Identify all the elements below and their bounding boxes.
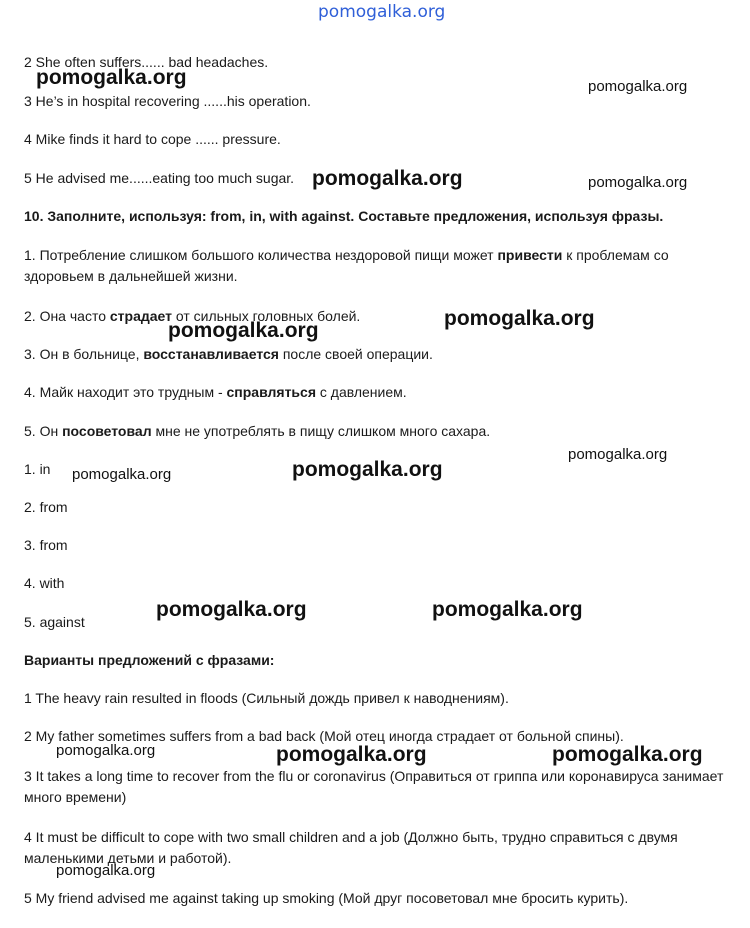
watermark: pomogalka.org — [432, 598, 583, 621]
watermark: pomogalka.org — [552, 743, 703, 766]
answer-item: 5. against — [24, 614, 85, 630]
translation-item: 5. Он посоветовал мне не употреблять в пищу слишком много сахара. — [24, 423, 491, 439]
exercise10-heading: 10. Заполните, используя: from, in, with against. Составьте предложения, используя фразы. — [24, 208, 664, 224]
watermark: pomogalka.org — [312, 167, 463, 190]
translation-item: 4. Майк находит это трудным - справляться с давлением. — [24, 384, 407, 400]
variants-heading: Варианты предложений с фразами: — [24, 652, 275, 668]
variant-item: 4 It must be difficult to cope with two small children and a job (Должно быть, трудно справиться с двумя маленькими детьми и работой). — [24, 829, 678, 866]
exercise9-item: 4 Mike finds it hard to cope ...... pressure. — [24, 131, 281, 147]
variant-item: 3 It takes a long time to recover from the flu or coronavirus (Оправиться от гриппа или коронавируса занимает много времени) — [24, 768, 724, 805]
watermark: pomogalka.org — [292, 458, 443, 481]
watermark: pomogalka.org — [168, 319, 319, 342]
watermark: pomogalka.org — [156, 598, 307, 621]
translation-item: 3. Он в больнице, восстанавливается после своей операции. — [24, 346, 433, 362]
translation-item: 2. Она часто страдает от сильных головных болей. — [24, 308, 361, 324]
answer-item: 4. with — [24, 575, 65, 591]
watermark: pomogalka.org — [72, 466, 172, 483]
answer-item: 1. in — [24, 461, 51, 477]
watermark: pomogalka.org — [444, 307, 595, 330]
watermark: pomogalka.org — [56, 742, 156, 759]
exercise9-item: 3 He’s in hospital recovering ......his operation. — [24, 93, 311, 109]
watermark: pomogalka.org — [276, 743, 427, 766]
variant-item: 5 My friend advised me against taking up smoking (Мой друг посоветовал мне бросить курить). — [24, 890, 629, 906]
watermark: pomogalka.org — [56, 862, 156, 879]
header-watermark: pomogalka.org — [318, 2, 446, 22]
watermark: pomogalka.org — [588, 174, 688, 191]
answer-item: 2. from — [24, 499, 68, 515]
variant-item: 1 The heavy rain resulted in floods (Сильный дождь привел к наводнениям). — [24, 690, 509, 706]
watermark: pomogalka.org — [36, 66, 187, 89]
exercise9-item: 5 He advised me......eating too much sugar. — [24, 170, 295, 186]
translation-item: 1. Потребление слишком большого количества нездоровой пищи может привести к проблемам со здоровьем в дальнейшей жизни. — [24, 247, 669, 284]
answer-item: 3. from — [24, 537, 68, 553]
exercise9-item: 2 She often suffers...... bad headaches. — [24, 54, 269, 70]
watermark: pomogalka.org — [588, 78, 688, 95]
variant-item: 2 My father sometimes suffers from a bad back (Мой отец иногда страдает от больной спины). — [24, 728, 624, 744]
watermark: pomogalka.org — [568, 446, 668, 463]
